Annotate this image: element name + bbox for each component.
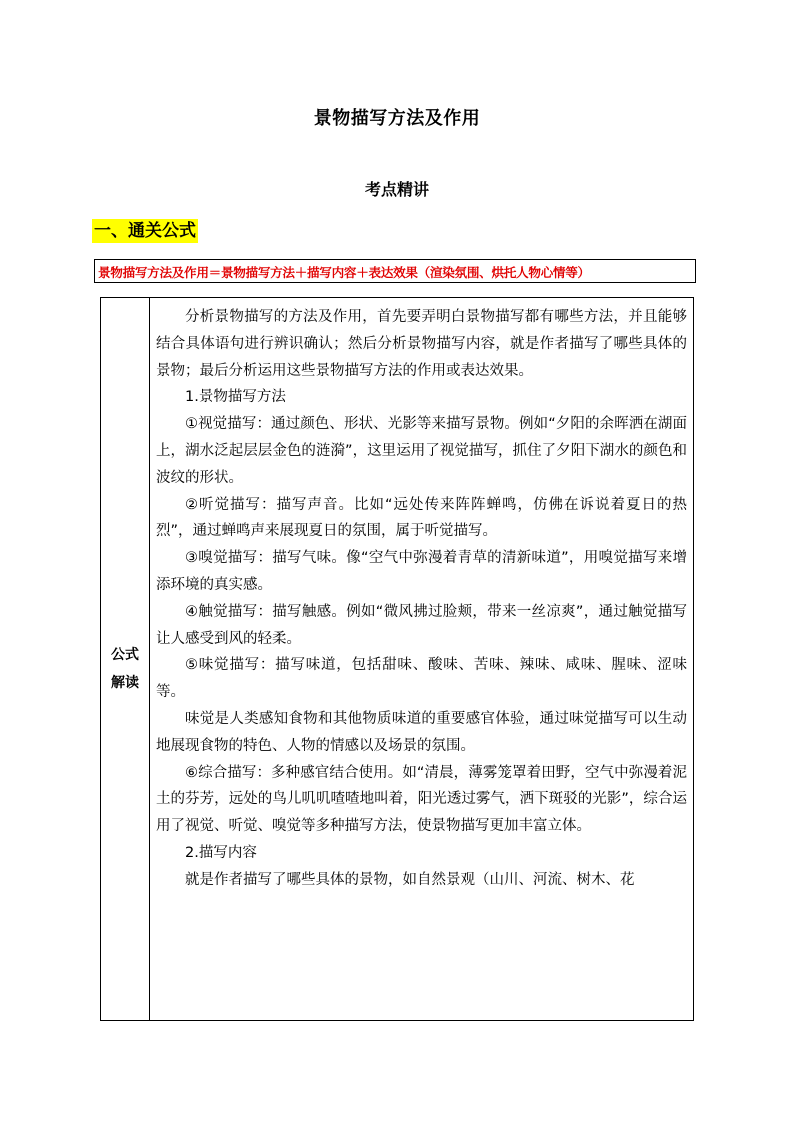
table-label-line-2: 解读 [111,675,139,691]
section-subtitle: 考点精讲 [364,180,429,199]
formula-plus-2: ＋ [356,264,369,280]
paragraph-auditory: ②听觉描写：描写声音。比如“远处传来阵阵蝉鸣，仿佛在诉说着夏日的热烈”，通过蝉鸣声来展现夏日的氛围，属于听觉描写。 [156,496,687,540]
paragraph-visual: ①视觉描写：通过颜色、形状、光影等来描写景物。例如“夕阳的余晖洒在湖面上，湖水泛起层层金色的涟漪”，这里运用了视觉描写，抓住了夕阳下湖水的颜色和波纹的形状。 [156,416,687,486]
paragraph-olfactory: ③嗅觉描写：描写气味。像“空气中弥漫着青草的清新味道”，用嗅觉描写来增添环境的真实感。 [156,550,687,593]
table-content-cell [150,298,693,1020]
formula-part-2: 景物描写方法 [220,264,295,280]
formula-plus-1: ＋ [294,264,308,280]
paragraph-gustatory: ⑤味觉描写：描写味道，包括甜味、酸味、苦味、辣味、咸味、腥味、涩味等。 [156,657,687,701]
formula-part-1: 景物描写方法及作用 [98,264,209,280]
heading-methods: 1.景物描写方法 [185,389,286,406]
paragraph-intro: 分析景物描写的方法及作用，首先要弄明白景物描写都有哪些方法，并且能够结合具体语句进行辨识确认；然后分析景物描写内容，就是作者描写了哪些具体的景物；最后分析运用这些景物描写方法的作用或表达效果。 [156,309,687,379]
formula-box [94,259,696,283]
paragraph-tactile: ④触觉描写：描写触感。例如“微风拂过脸颊，带来一丝凉爽”，通过触觉描写让人感受到风的轻柔。 [156,603,687,647]
table-label-line-1: 公式 [111,647,139,663]
document-title: 景物描写方法及作用 [313,108,481,129]
formula-part-4: 表达效果（渲染氛围、烘托人物心情等） [368,264,590,280]
paragraph-content: 就是作者描写了哪些具体的景物，如自然景观（山川、河流、树木、花 [185,871,635,888]
formula-equals: ＝ [208,264,221,280]
paragraph-combined: ⑥综合描写：多种感官结合使用。如“清晨，薄雾笼罩着田野，空气中弥漫着泥土的芬芳，远处的鸟儿叽叽喳喳地叫着，阳光透过雾气，洒下斑驳的光影”，综合运用了视觉、听觉、嗅觉等多种描写方法，使景物描写更加丰富立体。 [156,764,687,835]
table-label-cell [101,298,150,1020]
paragraph-gustatory-note: 味觉是人类感知食物和其他物质味道的重要感官体验，通过味觉描写可以生动地展现食物的特色、人物的情感以及场景的氛围。 [156,710,687,754]
formula-part-3: 描写内容 [307,264,357,280]
heading-content: 2.描写内容 [185,844,257,861]
section-heading: 一、通关公式 [94,221,196,241]
formula-explanation-table [100,297,694,1021]
